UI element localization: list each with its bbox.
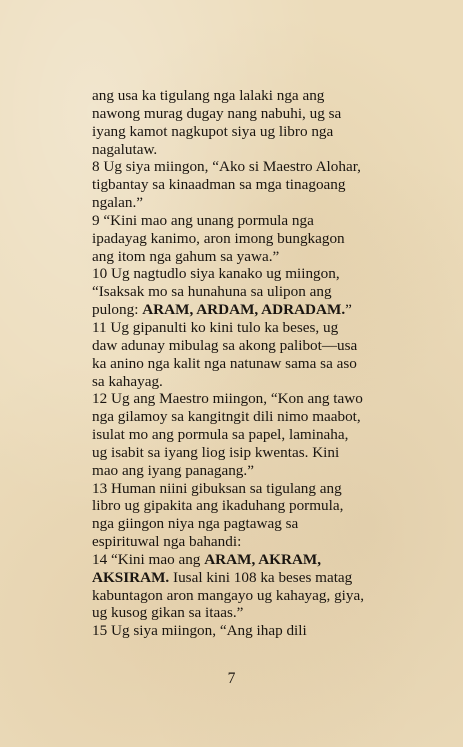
- text-line: [92, 248, 392, 266]
- text: libro ug gipakita ang ikaduhang pormula,: [92, 497, 344, 515]
- text-line: [92, 426, 392, 444]
- text: sa kahayag.: [92, 372, 163, 390]
- bold-formula: ARAM, AKRAM,: [204, 550, 322, 568]
- text: 15 Ug siya miingon, “Ang ihap dili: [92, 622, 307, 640]
- text-line: [92, 408, 392, 426]
- verse-9-line: [92, 212, 392, 230]
- verse-8-line: [92, 158, 392, 176]
- verse-15-line: [92, 622, 392, 640]
- text-line: [92, 604, 392, 622]
- text: ”: [345, 301, 352, 319]
- text-line: [92, 176, 392, 194]
- text-line: [92, 194, 392, 212]
- text: mao ang iyang panagang.”: [92, 461, 254, 479]
- text: pulong:: [92, 301, 143, 319]
- verse-11-line: [92, 319, 392, 337]
- text: nawong murag dugay nang nabuhi, ug sa: [92, 104, 342, 122]
- text-line: [92, 355, 392, 373]
- text-line: [92, 462, 392, 480]
- text: 9 “Kini mao ang unang pormula nga: [92, 211, 314, 229]
- text-line: [92, 337, 392, 355]
- text-line: [92, 283, 392, 301]
- bold-formula: AKSIRAM.: [92, 568, 170, 586]
- text: 8 Ug siya miingon, “Ako si Maestro Alohar,: [92, 158, 361, 176]
- text-line: [92, 373, 392, 391]
- text: daw adunay mibulag sa akong palibot—usa: [92, 336, 358, 354]
- text: Iusal kini 108 ka beses matag: [169, 568, 353, 586]
- text: nga giingon niya nga pagtawag sa: [92, 515, 299, 533]
- text: ngalan.”: [92, 194, 144, 212]
- text-line: [92, 587, 392, 605]
- text-line: [92, 141, 392, 159]
- text: 14 “Kini mao ang: [92, 550, 205, 568]
- text-line: [92, 105, 392, 123]
- text-line: [92, 444, 392, 462]
- text: kabuntagon aron mangayo ug kahayag, giya,: [92, 586, 365, 604]
- text: ug isabit sa iyang liog isip kwentas. Kini: [92, 443, 340, 461]
- verse-10-line: [92, 265, 392, 283]
- text-line: [92, 497, 392, 515]
- text: 11 Ug gipanulti ko kini tulo ka beses, ug: [92, 318, 339, 336]
- text: ug kusog gikan sa itaas.”: [92, 604, 244, 622]
- text: 10 Ug nagtudlo siya kanako ug miingon,: [92, 265, 340, 283]
- text: 12 Ug ang Maestro miingon, “Kon ang tawo: [92, 390, 363, 408]
- text: isulat mo ang pormula sa papel, laminaha,: [92, 426, 349, 444]
- text: ang itom nga gahum sa yawa.”: [92, 247, 280, 265]
- text: espirituwal nga bahandi:: [92, 533, 242, 551]
- text: ka anino nga kalit nga natunaw sama sa aso: [92, 354, 357, 372]
- text: nga gilamoy sa kangitngit dili nimo maabot,: [92, 408, 361, 426]
- verse-13-line: [92, 480, 392, 498]
- text-line: [92, 301, 392, 319]
- text-line: [92, 515, 392, 533]
- text-line: [92, 230, 392, 248]
- text: ang usa ka tigulang nga lalaki nga ang: [92, 87, 325, 104]
- verse-14-line: [92, 551, 392, 569]
- text-line: [92, 533, 392, 551]
- text-line: [92, 123, 392, 141]
- text: “Isaksak mo sa hunahuna sa ulipon ang: [92, 283, 332, 301]
- text: iyang kamot nagkupot siya ug libro nga: [92, 122, 334, 140]
- text: ipadayag kanimo, aron imong bungkagon: [92, 229, 345, 247]
- page-body-text: [92, 87, 392, 640]
- bold-formula: ARAM, ARDAM, ADRADAM.: [142, 301, 346, 319]
- text: tigbantay sa kinaadman sa mga tinagoang: [92, 176, 346, 194]
- verse-12-line: [92, 390, 392, 408]
- page-number: 7: [227, 670, 236, 687]
- text: nagalutaw.: [92, 140, 158, 158]
- text: 13 Human niini gibuksan sa tigulang ang: [92, 479, 342, 497]
- text-line: [92, 87, 392, 105]
- text-line: [92, 569, 392, 587]
